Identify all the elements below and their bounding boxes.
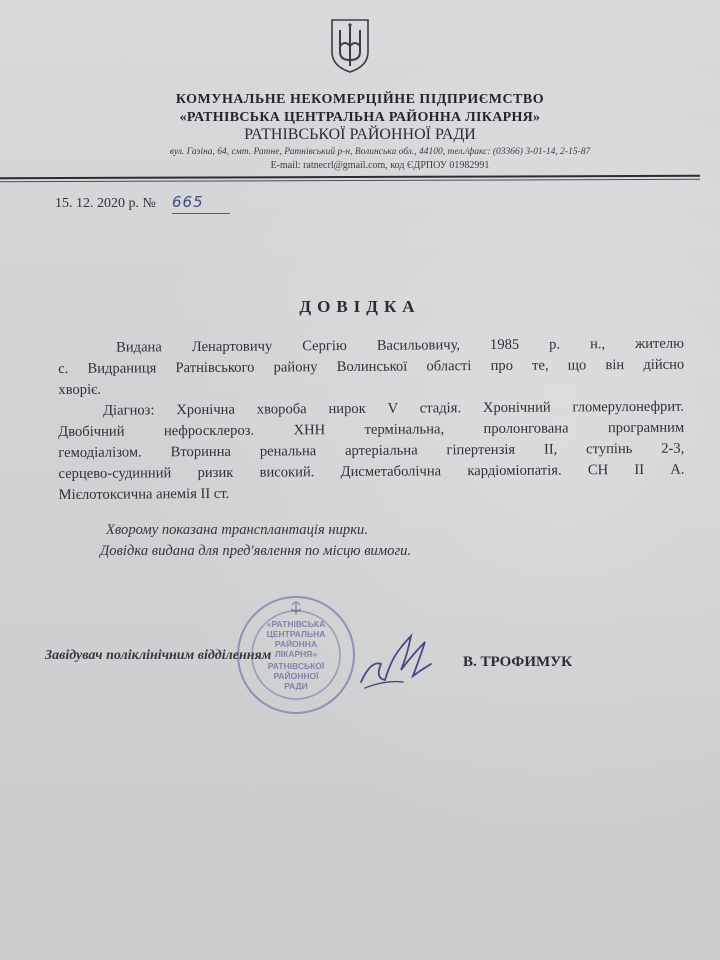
trident-emblem-icon [328,16,372,74]
header-rule-thin [0,179,700,182]
seal-line: РАЙОННОЇ [273,671,319,681]
seal-line: РАЙОННА [274,639,318,649]
org-address: вул. Газіна, 64, смт. Ратне, Ратнівський р-н, Волинська обл., 44100, тел./факс: (03366) 3-01-14, 2-15-87 [169,147,591,157]
intro-line: с. Видраниця Ратнівського району Волинської області про те, що він дійсно [58,356,685,377]
intro-paragraph [58,334,684,401]
diagnosis-line: Мієлотоксична анемія ІІ ст. [58,485,230,503]
org-name-line3: РАТНІВСЬКОЇ РАЙОННОЇ РАДИ [244,126,476,143]
signatory-name: В. ТРОФИМУК [463,654,573,670]
intro-line: Видана Ленартовичу Сергію Васильовичу, 1985 р. н., жителю [116,335,685,356]
intro-line: хворіє. [58,381,102,398]
seal-line: «РАТНІВСЬКА [266,619,326,629]
diagnosis-line: Діагноз: Хронічна хвороба нирок V стадія. Хронічний гломерулонефрит. [103,398,685,419]
registration-number: 665 [172,193,230,214]
seal-line: ЛІКАРНЯ» [274,649,318,659]
signature-icon [355,620,435,700]
org-email-code: E-mail: ratnecrl@gmail.com, код ЄДРПОУ 01982991 [270,160,490,171]
seal-line: ЦЕНТРАЛЬНА [266,629,326,639]
registration-date: 15. 12. 2020 р. № [55,196,156,211]
seal-line: РАТНІВСЬКОЇ [267,661,325,671]
diagnosis-line: гемодіалізом. Вторинна ренальна артеріальна гіпертензія ІІ, ступінь 2-3, [58,440,685,461]
diagnosis-line: серцево-судинний ризик високий. Дисметаболічна кардіоміопатія. СН ІІ А. [58,461,685,482]
diagnosis-paragraph [58,397,685,506]
transplant-note: Хворому показана трансплантація нирки. [106,522,368,538]
org-name-line1: КОМУНАЛЬНЕ НЕКОМЕРЦІЙНЕ ПІДПРИЄМСТВО [175,92,545,107]
signatory-position: Завідувач поліклінічним відділенням [45,648,272,663]
issuance-note: Довідка видана для пред'явлення по місцю вимоги. [100,543,412,559]
document-title: ДОВІДКА [299,297,421,316]
round-seal-icon [234,593,358,717]
diagnosis-line: Двобічний нефросклероз. ХНН термінальна, пролонгована програмним [58,419,685,440]
seal-line: РАДИ [284,681,308,691]
org-name-line2: «РАТНІВСЬКА ЦЕНТРАЛЬНА РАЙОННА ЛІКАРНЯ» [179,110,541,125]
